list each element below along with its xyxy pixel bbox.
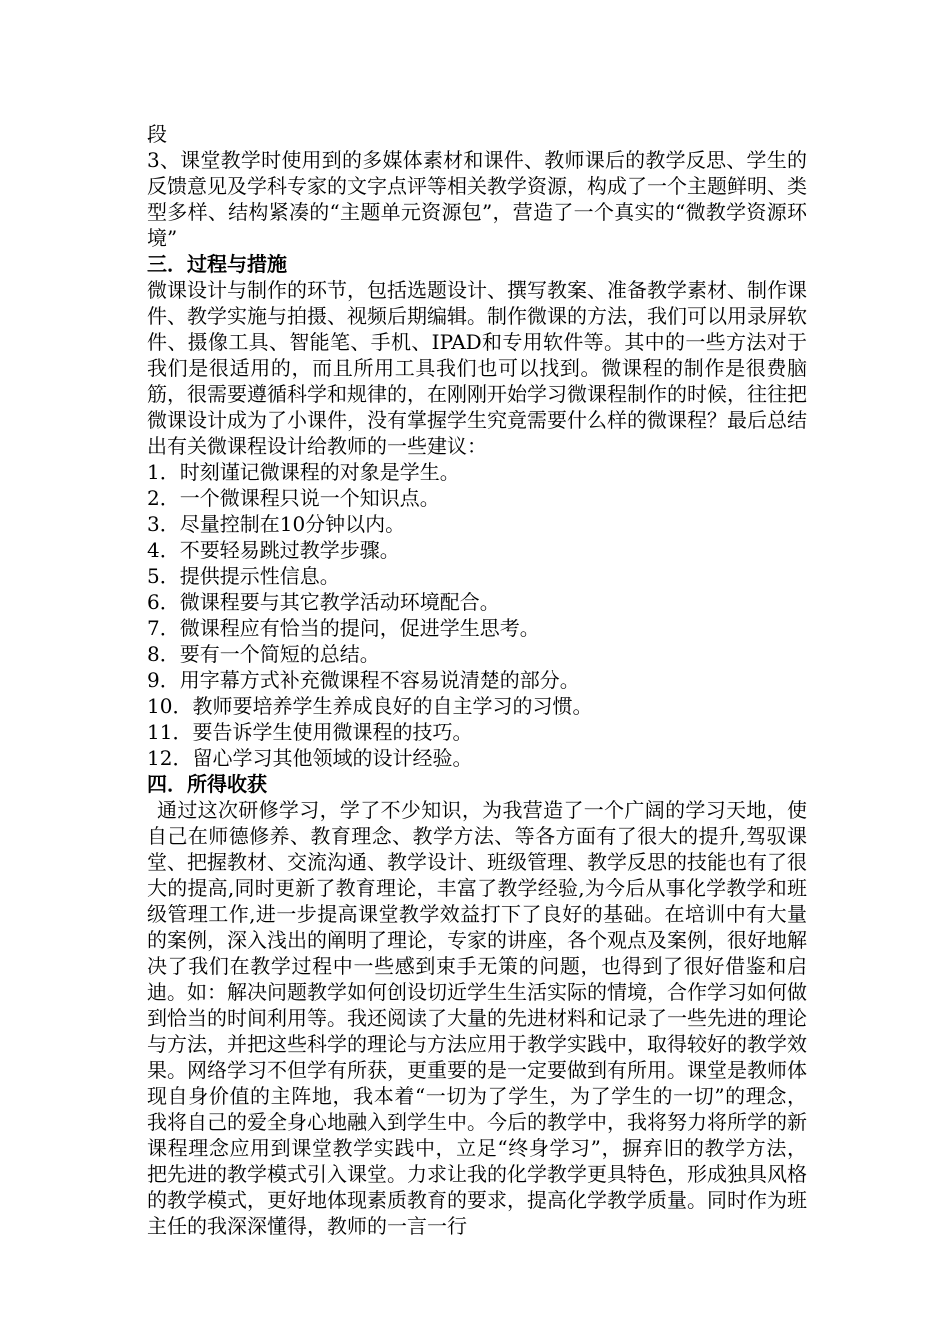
item-3-paragraph: 3、课堂教学时使用到的多媒体素材和课件、教师课后的教学反思、学生的反馈意见及学科专家的文字点评等相关教学资源，构成了一个主题鲜明、类型多样、结构紧凑的“主题单元资源包”，营造了一个真实的“微教学资源环境” [147, 148, 807, 250]
list-item: 8．要有一个简短的总结。 [147, 642, 380, 666]
list-item: 4．不要轻易跳过教学步骤。 [147, 538, 400, 562]
section-4-body: 通过这次研修学习，学了不少知识，为我营造了一个广阔的学习天地，使自己在师德修养、教育理念、教学方法、等各方面有了很大的提升,驾驭课堂、把握教材、交流沟通、教学设计、班级管理、教学反思的技能也有了很大的提高,同时更新了教育理论，丰富了教学经验,为今后从事化学教学和班级管理工作,进一步提高课堂教学效益打下了良好的基础。在培训中有大量的案例，深入浅出的阐明了理论，专家的讲座，各个观点及案例，很好地解决了我们在教学过程中一些感到束手无策的问题，也得到了很好借鉴和启迪。如：解决问题教学如何创设切近学生生活实际的情境，合作学习如何做到恰当的时间利用等。我还阅读了大量的先进材料和记录了一些先进的理论与方法，并把这些科学的理论与方法应用于教学实践中，取得较好的教学效果。网络学习不但学有所获，更重要的是一定要做到有所用。课堂是教师体现自身价值的主阵地，我本着“一切为了学生，为了学生的一切”的理念，我将自己的爱全身心地融入到学生中。今后的教学中，我将努力将所学的新课程理念应用到课堂教学实践中，立足“终身学习”，摒弃旧的教学方法，把先进的教学模式引入课堂。力求让我的化学教学更具特色，形成独具风格的教学模式，更好地体现素质教育的要求，提高化学教学质量。同时作为班主任的我深深懂得，教师的一言一行 [147, 798, 807, 1238]
section-3-body: 微课设计与制作的环节，包括选题设计、撰写教案、准备教学素材、制作课件、教学实施与拍摄、视频后期编辑。制作微课的方法，我们可以用录屏软件、摄像工具、智能笔、手机、IPAD和专用软件等。其中的一些方法对于我们是很适用的，而且所用工具我们也可以找到。微课程的制作是很费脑筋，很需要遵循科学和规律的，在刚刚开始学习微课程制作的时候，往往把微课设计成为了小课件，没有掌握学生究竟需要什么样的微课程？最后总结出有关微课程设计给教师的一些建议： [147, 278, 807, 458]
list-item: 11．要告诉学生使用微课程的技巧。 [147, 720, 473, 744]
document-page [147, 121, 807, 1239]
list-item: 12．留心学习其他领域的设计经验。 [147, 746, 473, 770]
list-item: 9．用字幕方式补充微课程不容易说清楚的部分。 [147, 668, 580, 692]
list-item: 1．时刻谨记微课程的对象是学生。 [147, 460, 460, 484]
list-item: 10．教师要培养学生养成良好的自主学习的习惯。 [147, 694, 593, 718]
list-item: 6．微课程要与其它教学活动环境配合。 [147, 590, 500, 614]
section-3-heading: 三．过程与措施 [147, 252, 287, 276]
continuation-text: 段 [147, 122, 167, 146]
list-item: 2．一个微课程只说一个知识点。 [147, 486, 440, 510]
list-item: 7．微课程应有恰当的提问，促进学生思考。 [147, 616, 540, 640]
suggestion-list [147, 459, 807, 771]
list-item: 5．提供提示性信息。 [147, 564, 340, 588]
section-4-heading: 四．所得收获 [147, 772, 267, 796]
list-item: 3．尽量控制在10分钟以内。 [147, 512, 406, 536]
